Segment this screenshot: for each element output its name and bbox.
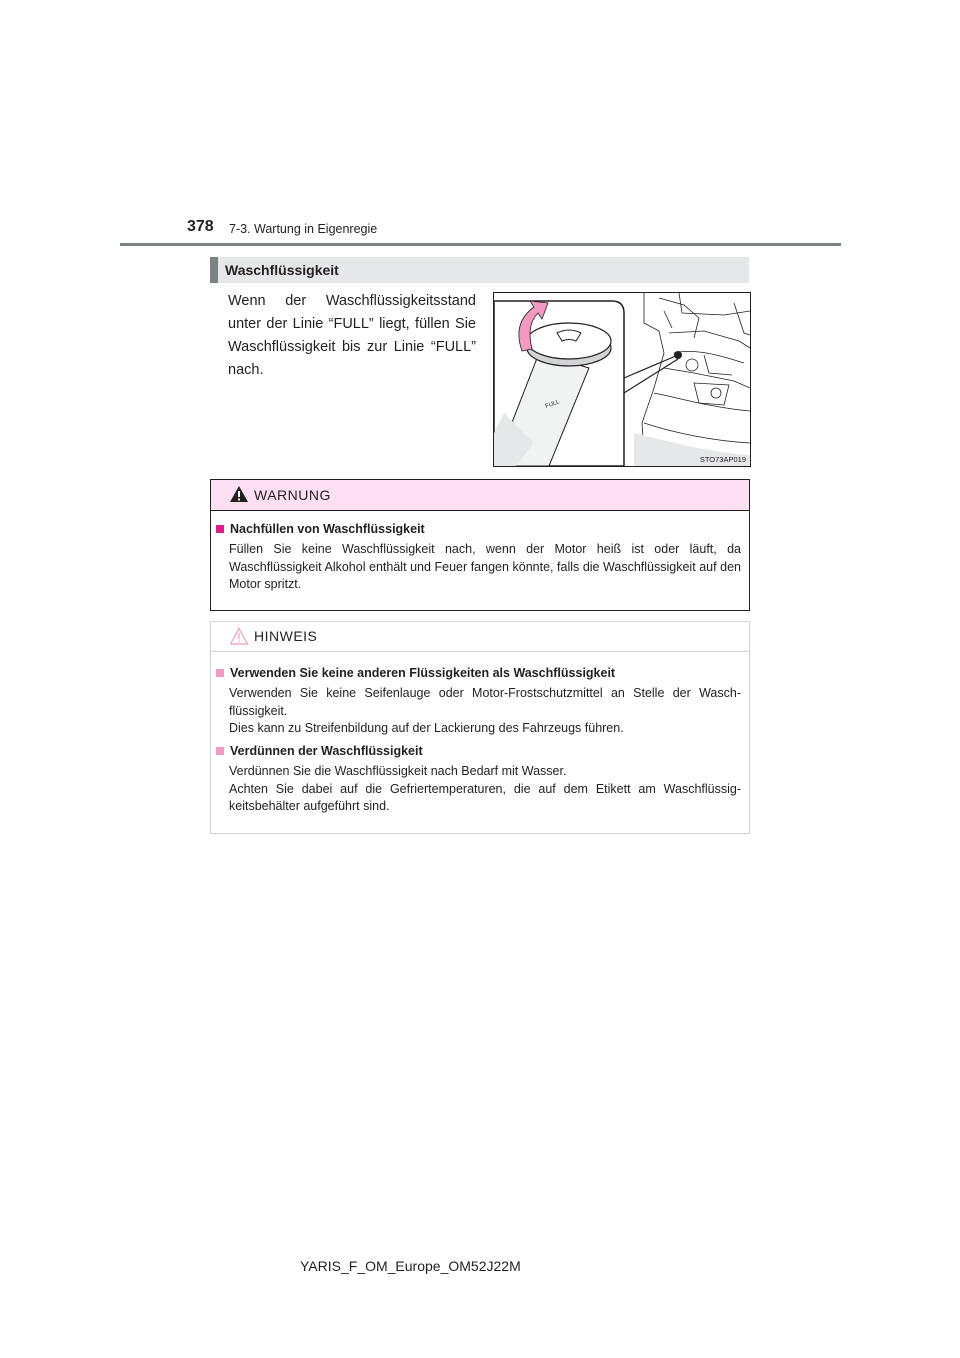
- section-heading-accent: [210, 257, 218, 283]
- chapter-title: 7-3. Wartung in Eigenregie: [229, 222, 378, 236]
- warning-header: [211, 480, 749, 511]
- warning-box: [210, 479, 750, 611]
- washer-reservoir-drawing: [494, 293, 750, 466]
- full-level-mark: FULL: [544, 399, 561, 410]
- page-number: 378: [187, 218, 214, 235]
- warning-item-title: Nachfüllen von Waschflüssigkeit: [216, 522, 425, 536]
- warning-item-text: Füllen Sie keine Waschflüssigkeit nach, wenn der Motor heiß ist oder läuft, da Waschflüssigkeit Alkohol enthält und Feuer fangen könnte, falls die Waschflüssigkeit auf den Motor spritzt.: [229, 542, 741, 591]
- bullet-square-icon: [216, 669, 224, 677]
- document-code: YARIS_F_OM_Europe_OM52J22M: [300, 1258, 521, 1274]
- notice-header: [211, 622, 749, 652]
- section-title: Waschflüssigkeit: [225, 262, 339, 278]
- section-heading-bar: [210, 257, 749, 283]
- header-divider: [120, 243, 841, 246]
- notice-box: [210, 621, 750, 834]
- notice-item-title-2: Verdünnen der Waschflüssigkeit: [216, 744, 423, 758]
- notice-label: HINWEIS: [254, 628, 318, 644]
- warning-label: WARNUNG: [254, 487, 331, 503]
- bullet-square-icon: [216, 747, 224, 755]
- warning-icon: [229, 485, 249, 503]
- bullet-square-icon: [216, 525, 224, 533]
- intro-paragraph: Wenn der Waschflüssigkeitsstand unter der Linie “FULL” liegt, füllen Sie Waschflüssigkeit bis zur Linie “FULL” nach.: [228, 293, 476, 378]
- figure-code: STO73AP019: [699, 455, 746, 464]
- notice-item-text-2: Verdünnen Sie die Waschflüssigkeit nach Bedarf mit Wasser. Achten Sie dabei auf die Gefriertemperaturen, die auf dem Etikett am Waschflüssig-keitsbehälter aufgeführt sind.: [229, 764, 741, 813]
- caution-outline-icon: [229, 627, 249, 645]
- notice-item-title-1: Verwenden Sie keine anderen Flüssigkeiten als Waschflüssigkeit: [216, 666, 615, 680]
- washer-reservoir-illustration: [493, 292, 751, 467]
- notice-item-text-1: Verwenden Sie keine Seifenlauge oder Motor-Frostschutzmittel an Stelle der Wasch-flüssigkeit. Dies kann zu Streifenbildung auf der Lackierung des Fahrzeugs führen.: [229, 686, 741, 735]
